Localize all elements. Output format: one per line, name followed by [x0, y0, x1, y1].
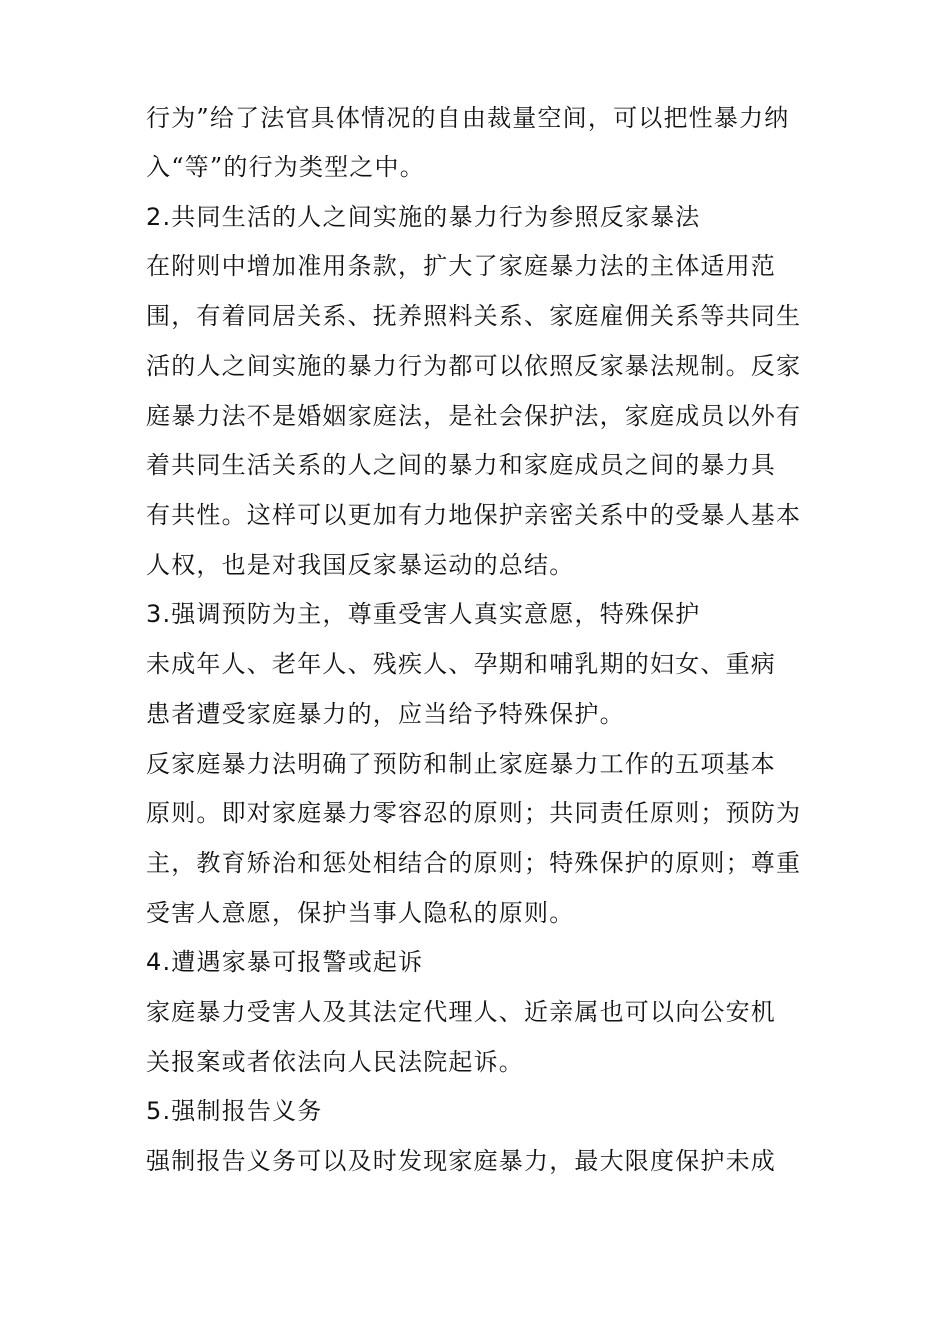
text-line: 在附则中增加准用条款，扩大了家庭暴力法的主体适用范 — [146, 252, 776, 280]
section-heading: 4.遭遇家暴可报警或起诉 — [146, 948, 424, 976]
section-heading: 3.强调预防为主，尊重受害人真实意愿，特殊保护 — [146, 600, 701, 628]
text-line: 患者遭受家庭暴力的，应当给予特殊保护。 — [146, 700, 625, 728]
text-line: 未成年人、老年人、残疾人、孕期和哺乳期的妇女、重病 — [146, 650, 776, 678]
text-line: 家庭暴力受害人及其法定代理人、近亲属也可以向公安机 — [146, 998, 776, 1026]
text-line: 受害人意愿，保护当事人隐私的原则。 — [146, 899, 575, 927]
text-line: 庭暴力法不是婚姻家庭法，是社会保护法，家庭成员以外有 — [146, 402, 802, 430]
text-line: 活的人之间实施的暴力行为都可以依照反家暴法规制。反家 — [146, 352, 802, 380]
text-line: 主，教育矫治和惩处相结合的原则；特殊保护的原则；尊重 — [146, 849, 802, 877]
text-line: 行为”给了法官具体情况的自由裁量空间，可以把性暴力纳 — [146, 104, 790, 132]
text-line: 围，有着同居关系、抚养照料关系、家庭雇佣关系等共同生 — [146, 302, 802, 330]
section-heading: 5.强制报告义务 — [146, 1097, 323, 1125]
text-line: 强制报告义务可以及时发现家庭暴力，最大限度保护未成 — [146, 1147, 776, 1175]
text-line: 反家庭暴力法明确了预防和制止家庭暴力工作的五项基本 — [146, 750, 776, 778]
section-heading: 2.共同生活的人之间实施的暴力行为参照反家暴法 — [146, 203, 701, 231]
text-line: 人权，也是对我国反家暴运动的总结。 — [146, 551, 575, 579]
text-line: 着共同生活关系的人之间的暴力和家庭成员之间的暴力具 — [146, 451, 776, 479]
text-line: 入“等”的行为类型之中。 — [146, 153, 425, 181]
text-line: 有共性。这样可以更加有力地保护亲密关系中的受暴人基本 — [146, 501, 802, 529]
text-line: 原则。即对家庭暴力零容忍的原则；共同责任原则；预防为 — [146, 799, 802, 827]
text-line: 关报案或者依法向人民法院起诉。 — [146, 1048, 524, 1076]
